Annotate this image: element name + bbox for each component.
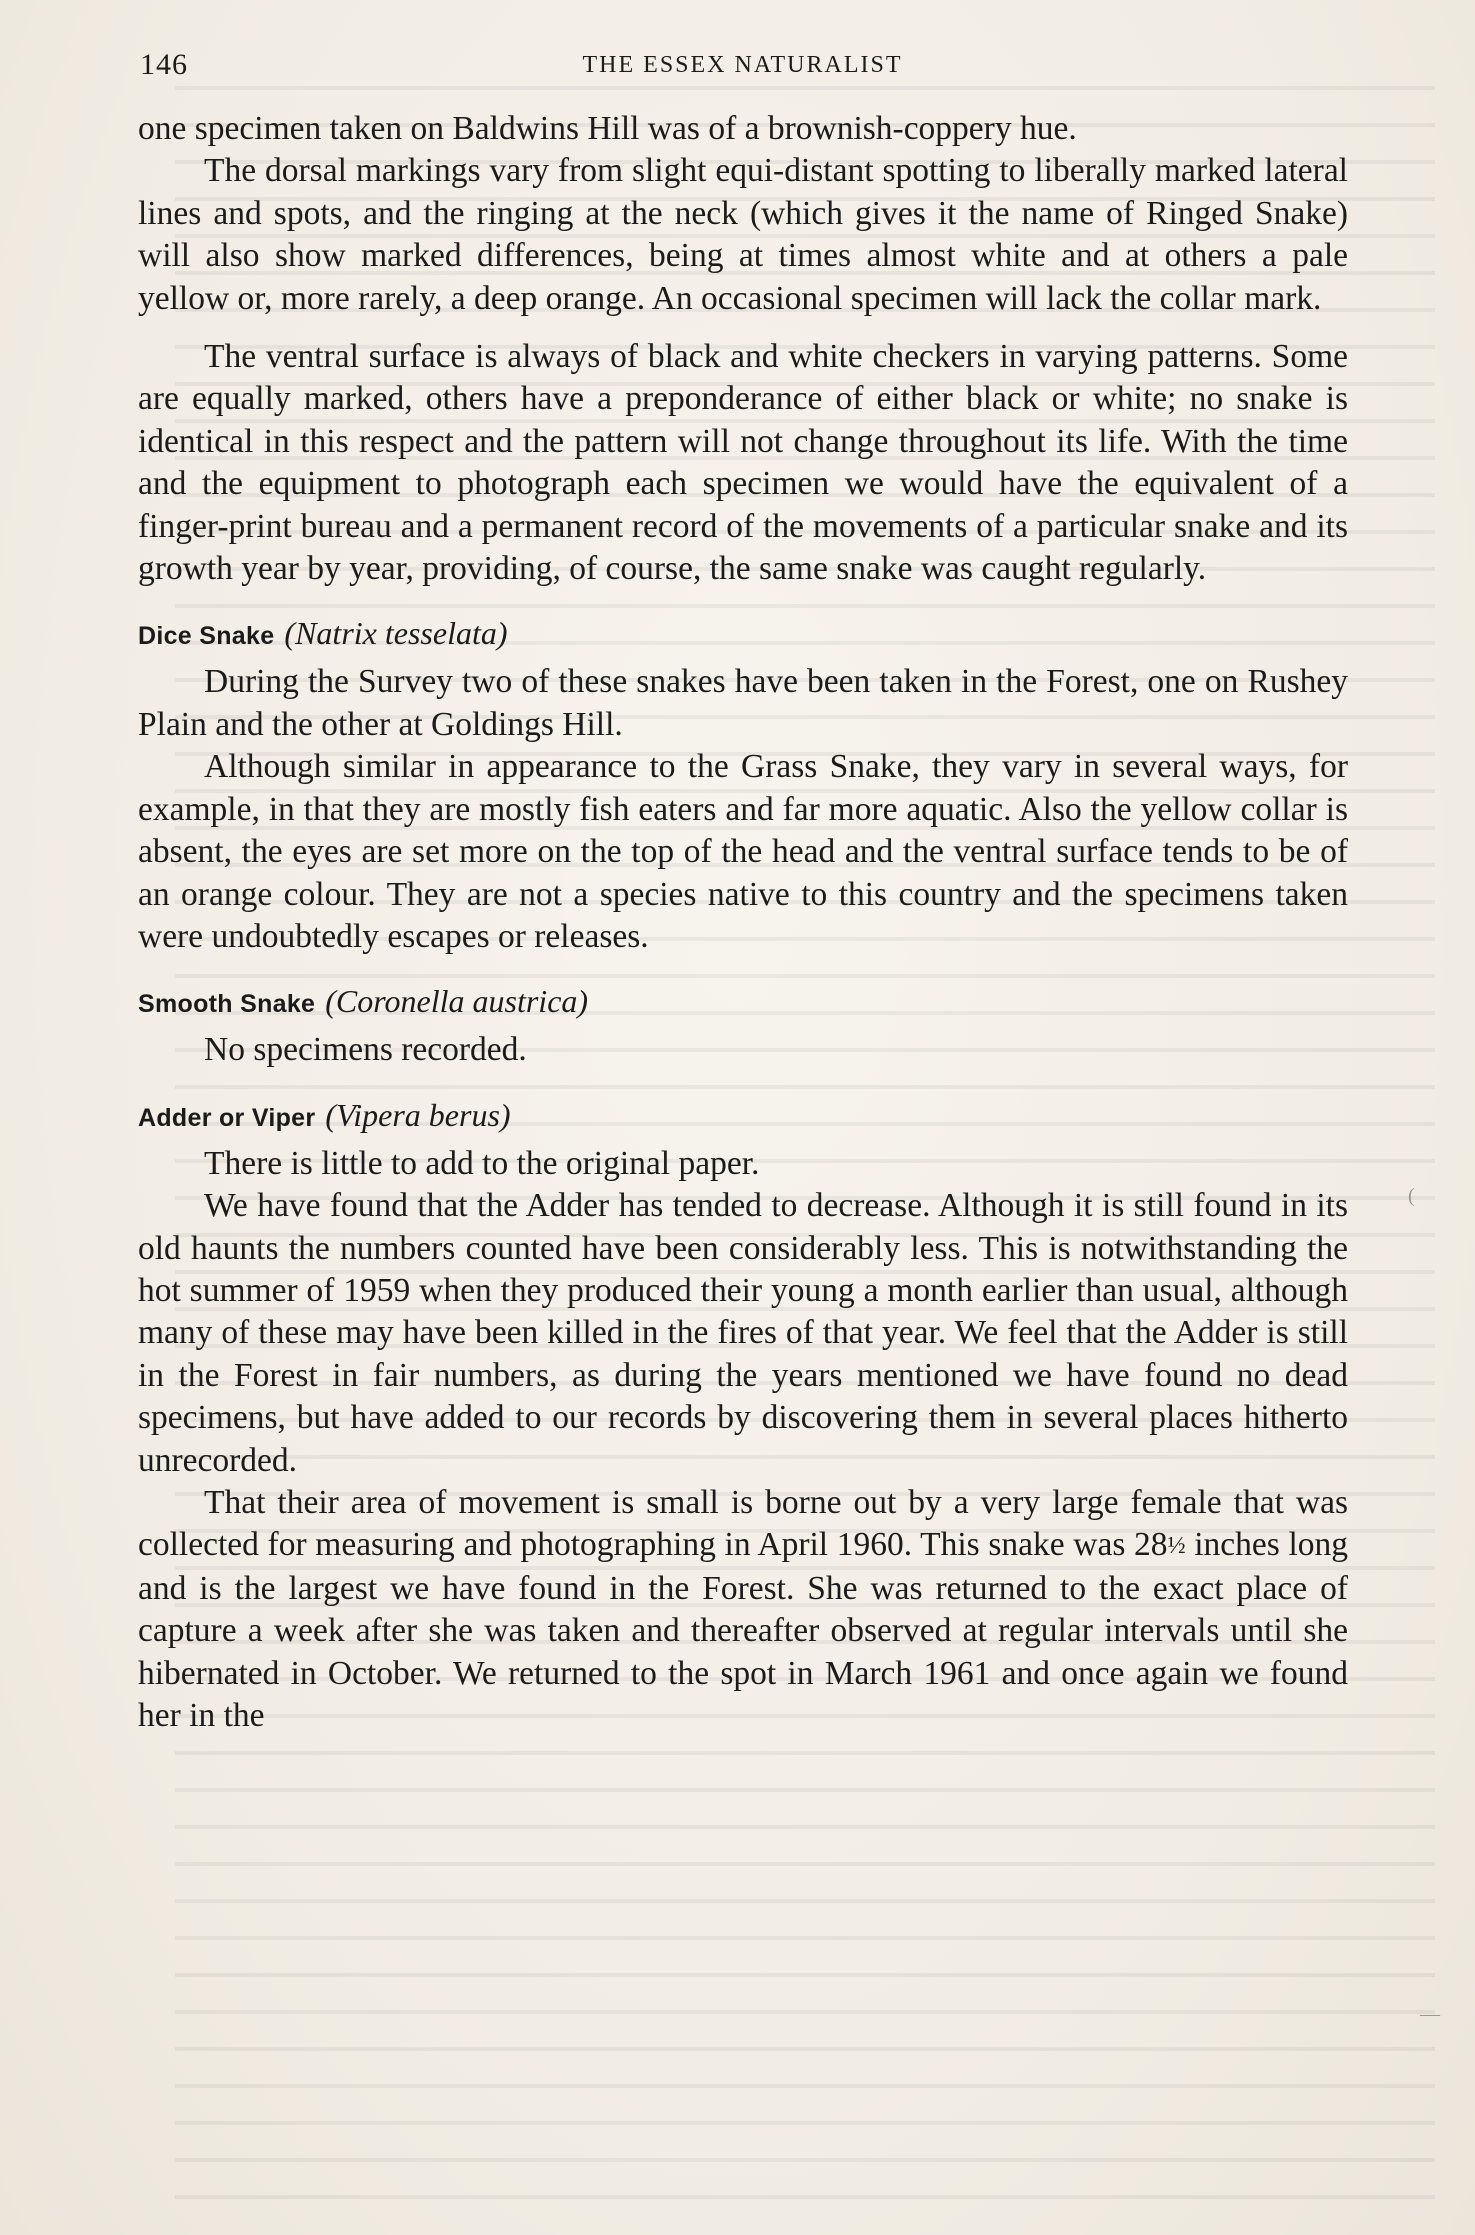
section-heading-smooth-snake	[138, 980, 1348, 1025]
text-run: That their area of movement is small is borne out by a very large female that was collected for measuring and photographing in April 1960. This snake was 28	[138, 1483, 1348, 1564]
margin-mark: (	[1408, 1185, 1415, 1207]
paragraph-gap	[138, 320, 1348, 336]
section-title: Smooth Snake	[138, 990, 316, 1019]
paragraph: Although similar in appearance to the Grass Snake, they vary in several ways, for example, in that they are mostly fish eaters and far more aquatic. Also the yellow collar is absent, the eyes are set more on the top of the head and the ventral surface tends to be of an orange colour. They are not a species native to this country and the specimens taken were undoubtedly escapes or releases.	[138, 748, 1348, 955]
fraction: ½	[1167, 1533, 1186, 1560]
paragraph: We have found that the Adder has tended to decrease. Although it is still found in its old haunts the numbers counted have been considerably less. This is notwithstanding the hot summer of 1959 when they produced their young a month earlier than usual, although many of these may have been killed in the fires of that year. We feel that the Adder is still in the Forest in fair numbers, as during the years mentioned we have found no dead specimens, but have added to our records by discovering them in several places hitherto unrecorded.	[138, 1187, 1348, 1479]
paragraph: No specimens recorded.	[204, 1031, 527, 1069]
paragraph: one specimen taken on Baldwins Hill was of a brownish-coppery hue.	[138, 110, 1077, 147]
scientific-name: (Vipera berus)	[325, 1096, 511, 1133]
section-title: Dice Snake	[138, 622, 275, 651]
page-number: 146	[140, 48, 188, 81]
scientific-name: (Coronella austrica)	[325, 983, 589, 1020]
running-head: THE ESSEX NATURALIST	[582, 52, 903, 78]
paragraph: During the Survey two of these snakes have been taken in the Forest, one on Rushey Plain and the other at Goldings Hill.	[138, 663, 1348, 743]
page-header	[140, 48, 1345, 88]
section-title: Adder or Viper	[138, 1103, 316, 1132]
paragraph: The dorsal markings vary from slight equi-distant spotting to liberally marked lateral lines and spots, and the ringing at the neck (which gives it the name of Ringed Snake) will also show marked differences, being at times almost white and at others a pale yellow or, more rarely, a deep orange. An occasional specimen will lack the collar mark.	[138, 152, 1348, 317]
paragraph	[138, 1482, 1348, 1737]
paragraph: There is little to add to the original paper.	[204, 1144, 760, 1182]
section-heading-adder	[138, 1094, 1348, 1139]
margin-mark: —	[1420, 2003, 1440, 2025]
section-heading-dice-snake	[138, 612, 1348, 657]
body-text	[138, 108, 1348, 1737]
paragraph: The ventral surface is always of black and white checkers in varying patterns. Some are equally marked, others have a preponderance of either black or white; no snake is identical in this respect and the pattern will not change throughout its life. With the time and the equipment to photograph each specimen we would have the equivalent of a finger-print bureau and a permanent record of the movements of a particular snake and its growth year by year, providing, of course, the same snake was caught regularly.	[138, 338, 1348, 588]
scientific-name: (Natrix tesselata)	[284, 615, 508, 652]
text-run: inches long and is the largest we have found in the Forest. She was returned to the exact place of capture a week after she was taken and thereafter observed at regular intervals until she hibernated in October. We returned to the spot in March 1961 and once again we found her in the	[138, 1526, 1349, 1734]
